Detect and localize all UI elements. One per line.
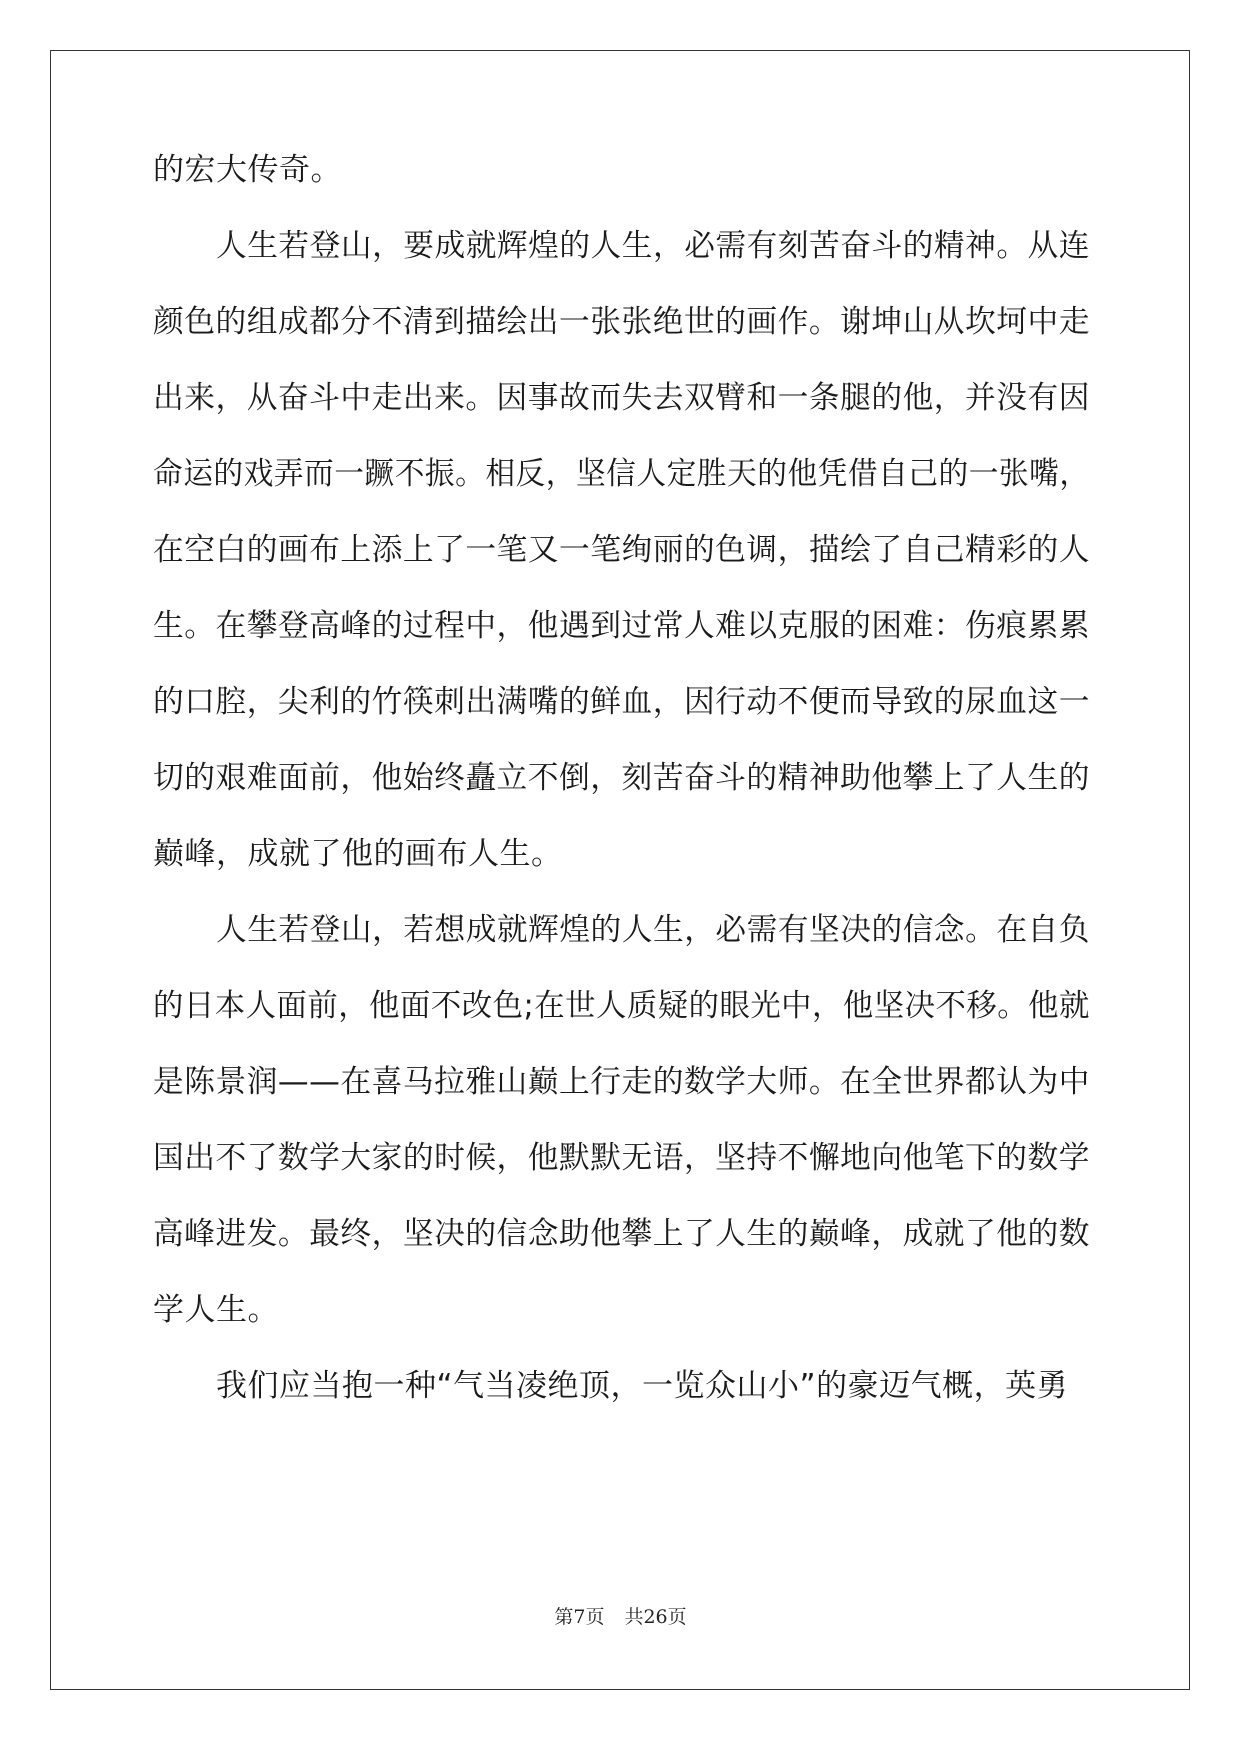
text-line: 巅峰，成就了他的画布人生。	[153, 836, 563, 872]
paragraph-first-line: 我们应当抱一种“气当凌绝顶，一览众山小”的豪迈气概，英勇	[216, 1368, 1069, 1404]
text-line: 高峰进发。最终，坚决的信念助他攀上了人生的巅峰，成就了他的数	[153, 1216, 1090, 1252]
text-line: 是陈景润——在喜马拉雅山巅上行走的数学大师。在全世界都认为中	[153, 1064, 1090, 1100]
text-line: 出来，从奋斗中走出来。因事故而失去双臂和一条腿的他，并没有因	[153, 380, 1090, 416]
paragraph-first-line: 人生若登山，若想成就辉煌的人生，必需有坚决的信念。在自负	[216, 912, 1090, 948]
page-footer	[0, 1604, 1241, 1630]
text-line: 在空白的画布上添上了一笔又一笔绚丽的色调，描绘了自己精彩的人	[153, 532, 1090, 568]
text-line: 的口腔，尖利的竹筷刺出满嘴的鲜血，因行动不便而导致的尿血这一	[153, 684, 1090, 720]
text-line: 的日本人面前，他面不改色;在世人质疑的眼光中，他坚决不移。他就	[153, 988, 1090, 1024]
page-total: 共26页	[624, 1606, 687, 1628]
text-line: 颜色的组成都分不清到描绘出一张张绝世的画作。谢坤山从坎坷中走	[153, 304, 1090, 340]
text-line: 生。在攀登高峰的过程中，他遇到过常人难以克服的困难：伤痕累累	[153, 608, 1090, 644]
text-line: 切的艰难面前，他始终矗立不倒，刻苦奋斗的精神助他攀上了人生的	[153, 760, 1090, 796]
text-line: 命运的戏弄而一蹶不振。相反，坚信人定胜天的他凭借自己的一张嘴，	[153, 456, 1090, 492]
paragraph-first-line: 人生若登山，要成就辉煌的人生，必需有刻苦奋斗的精神。从连	[216, 228, 1090, 264]
text-line: 学人生。	[153, 1292, 279, 1328]
text-line: 国出不了数学大家的时候，他默默无语，坚持不懈地向他笔下的数学	[153, 1140, 1090, 1176]
text-line: 的宏大传奇。	[153, 152, 342, 188]
page-number: 第7页	[554, 1606, 605, 1628]
